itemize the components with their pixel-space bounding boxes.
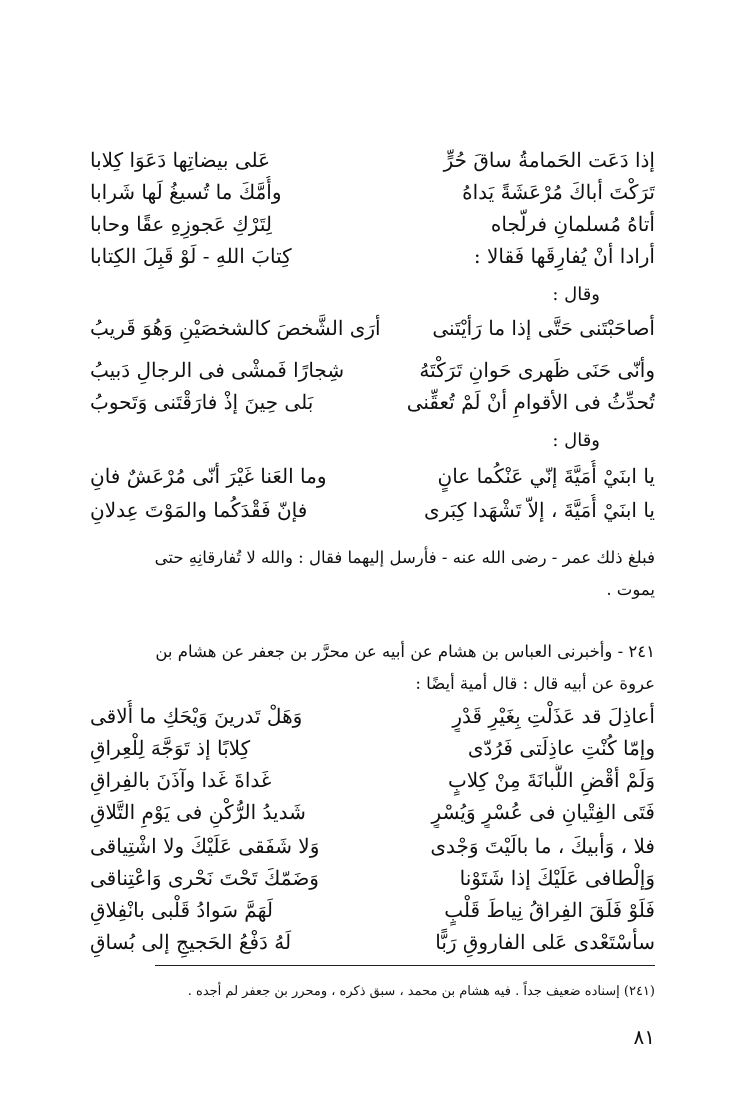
verse-first-hemistich: وَلَمْ أقْضِ اللُّبانَةَ مِنْ كِلابٍ <box>447 768 655 792</box>
prose-paragraph <box>95 636 655 700</box>
verse-line <box>90 240 655 272</box>
verse-line <box>90 208 655 240</box>
verse-line <box>90 354 655 386</box>
verse-first-hemistich: أرادا أنْ يُفارِقَها فَقالا : <box>473 244 655 268</box>
verse-first-hemistich: أتاهُ مُسلمانِ فرلّجاه <box>490 212 655 236</box>
prose-paragraph <box>95 542 655 606</box>
said-label: وقال : <box>552 284 600 305</box>
verse-line <box>90 732 655 764</box>
verse-second-hemistich: وَهَلْ تَدرينَ وَيْحَكِ ما أُلاقى <box>90 704 303 728</box>
verse-first-hemistich: أصاحَبْتَنى حَتَّى إذا ما رَأيْتَنى <box>432 316 655 340</box>
verse-line <box>90 176 655 208</box>
verse-second-hemistich: عَلى بيضاتِها دَعَوَا كِلابا <box>90 148 271 172</box>
verse-line <box>90 144 655 176</box>
verse-second-hemistich: وَضَمّكَ تَحْتَ نَحْرى وَاعْتِناقى <box>90 866 319 890</box>
footnote-divider <box>155 965 655 966</box>
verse-second-hemistich: لَهُ دَفْعُ الحَجيجِ إلى بُساقِ <box>90 930 292 954</box>
said-label: وقال : <box>552 430 600 451</box>
verse-first-hemistich: تُحدِّثُ فى الأقوامِ أنْ لَمْ تُعقِّنى <box>406 390 655 414</box>
verse-line <box>90 926 655 958</box>
verse-line <box>90 386 655 418</box>
verse-first-hemistich: وإمّا كُنْتِ عاذِلَتى فَرُدّى <box>467 736 655 760</box>
verse-line <box>90 312 655 344</box>
verse-first-hemistich: فلا ، وَأبيكَ ، ما بالَيْتَ وَجْدى <box>430 834 655 858</box>
verse-second-hemistich: لِتَرْكِ عَجوزِهِ عقًا وحابا <box>90 212 272 236</box>
verse-first-hemistich: أعاذِلَ قد عَذَلْتِ بِغَيْرِ قَدْرٍ <box>452 704 655 728</box>
verse-first-hemistich: وأنّى حَنَى ظَهرى حَوانِ تَرَكْتَهُ <box>419 358 655 382</box>
verse-first-hemistich: فَلَوْ فَلَقَ الفِراقُ نِياطَ قَلْبٍ <box>444 898 655 922</box>
footnote: (٢٤١) إسناده ضعيف جداً . فيه هشام بن محمد ، سبق ذكره ، ومحرر بن جعفر لم أجده . <box>187 984 655 999</box>
verse-line <box>90 764 655 796</box>
verse-second-hemistich: وأُمَّكَ ما تُسيغُ لَها شَرابا <box>90 180 282 204</box>
verse-first-hemistich: يا ابنَيْ أُمَيَّةَ ، إلاّ تَشْهَدا كِبَرى <box>423 498 655 522</box>
verse-second-hemistich: فإنّ فَقْدَكُما والمَوْتَ عِدلانِ <box>90 498 308 522</box>
verse-second-hemistich: شَديدُ الرُّكْنِ فى يَوْمِ التَّلاقِ <box>90 800 306 824</box>
verse-line <box>90 830 655 862</box>
verse-second-hemistich: أرَى الشَّخصَ كالشخصَيْنِ وَهُوَ قَريبُ <box>90 316 381 340</box>
verse-second-hemistich: وَلا شَفَقى عَلَيْكَ ولا اشْتِياقى <box>90 834 320 858</box>
verse-first-hemistich: فَتَى الفِتْيانِ فى عُسْرٍ وَيُسْرٍ <box>431 800 655 824</box>
verse-line <box>90 894 655 926</box>
verse-line <box>90 494 655 526</box>
verse-first-hemistich: تَرَكْتَ أباكَ مُرْعَشَةً يَداهُ <box>462 180 655 204</box>
prose-line: يموت . <box>606 580 655 599</box>
verse-second-hemistich: كِتابَ اللهِ - لَوْ قَبِلَ الكِتابا <box>90 244 292 268</box>
page-number: ٨١ <box>633 1025 655 1049</box>
verse-first-hemistich: سأسْتَعْدى عَلى الفاروقِ رَبًّا <box>435 930 655 954</box>
verse-line <box>90 862 655 894</box>
verse-second-hemistich: بَلى حِينَ إذْ فارَقْتَنى وَتَحوبُ <box>90 390 314 414</box>
verse-line <box>90 460 655 492</box>
prose-line: عروة عن أبيه قال : قال أمية أيضًا : <box>415 674 655 693</box>
verse-second-hemistich: كِلابًا إذ تَوَجَّهَ لِلْعِراقِ <box>90 736 251 760</box>
verse-second-hemistich: وما العَنا غَيْرَ أنّى مُرْعَشٌ فانِ <box>90 464 327 488</box>
verse-second-hemistich: لَهَمَّ سَوادُ قَلْبى بانْفِلاقِ <box>90 898 273 922</box>
verse-line <box>90 796 655 828</box>
verse-second-hemistich: غَداةَ غَدا وآذَنَ بالفِراقِ <box>90 768 272 792</box>
verse-first-hemistich: يا ابنَيْ أُمَيَّةَ إنّي عَنْكُما عانٍ <box>437 464 655 488</box>
prose-line: فبلغ ذلك عمر - رضى الله عنه - فأرسل إليهما فقال : والله لا تُفارقانِهِ حتى <box>154 548 655 567</box>
verse-line <box>90 700 655 732</box>
verse-second-hemistich: شِجارًا فَمشْى فى الرجالِ دَبيبُ <box>90 358 345 382</box>
verse-first-hemistich: إذا دَعَت الحَمامةُ ساقَ حُرٍّ <box>443 148 655 172</box>
verse-first-hemistich: وَإلْطافى عَلَيْكَ إذا شَتَوْنا <box>459 866 655 890</box>
prose-line: ٢٤١ - وأخبرنى العباس بن هشام عن أبيه عن محرَّر بن جعفر عن هشام بن <box>155 642 655 661</box>
